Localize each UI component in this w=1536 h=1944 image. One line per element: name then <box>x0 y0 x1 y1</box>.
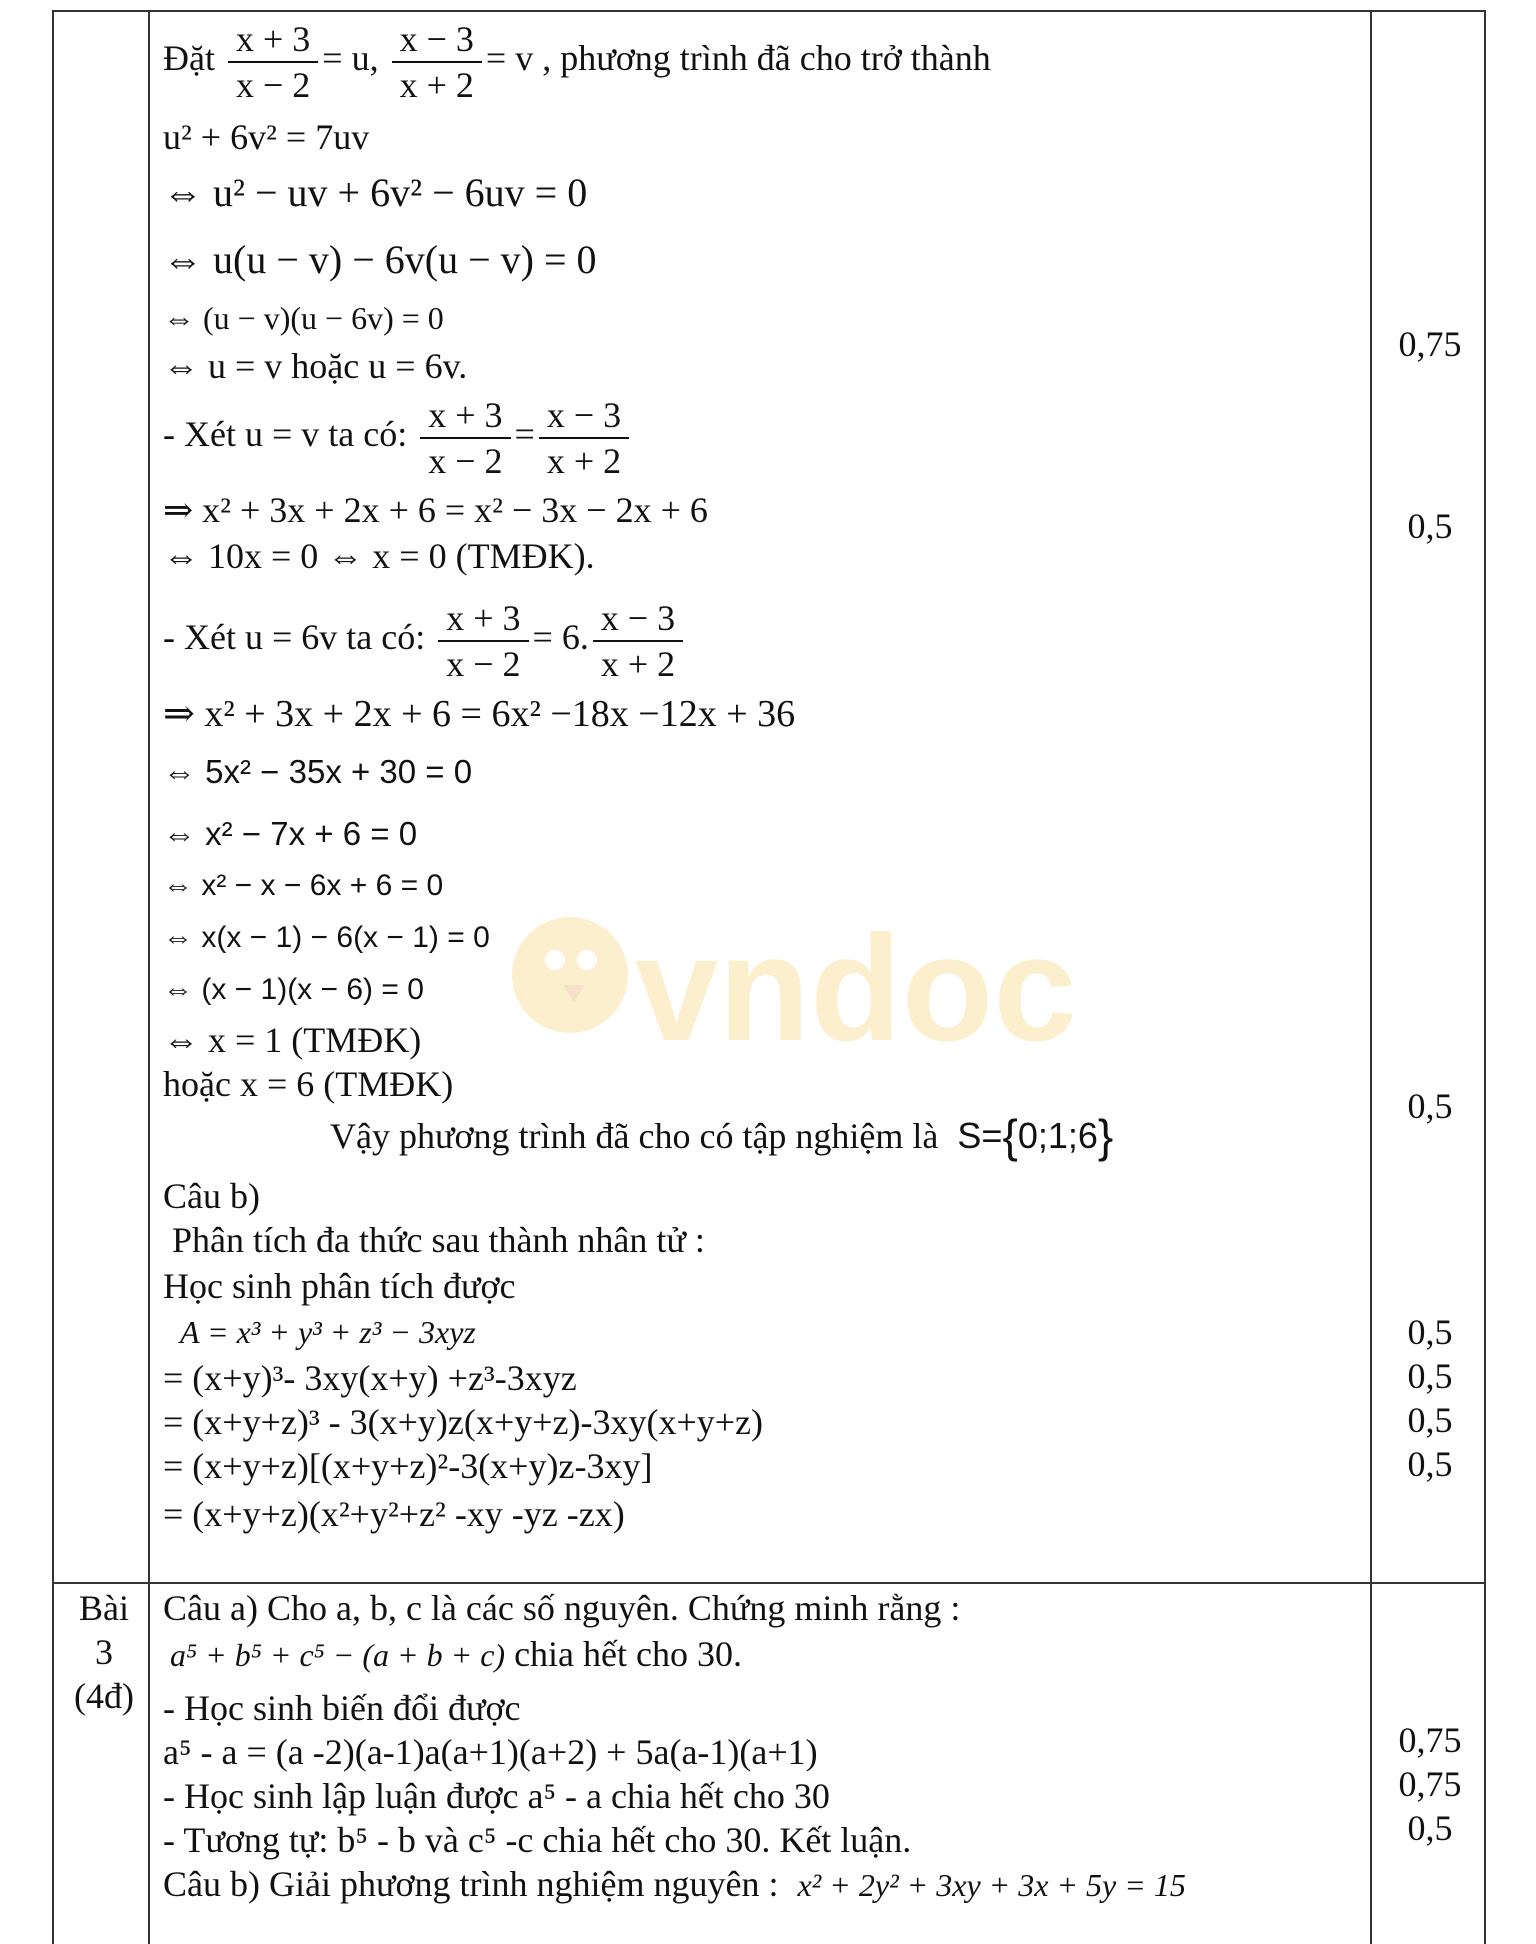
bai3-line-1: - Học sinh biến đổi được <box>163 1688 521 1728</box>
equation-line-5: ⇔ u = v hoặc u = 6v. <box>163 346 468 386</box>
case2-right-denominator: x + 2 <box>593 640 683 686</box>
set-brace-close: } <box>1097 1110 1114 1162</box>
solution-set-line <box>330 1110 1114 1162</box>
case1-label: - Xét u = v ta có: <box>163 414 408 454</box>
case2-label: - Xét u = 6v ta có: <box>163 617 426 657</box>
case2-right-fraction <box>593 596 683 686</box>
u-fraction <box>228 17 318 107</box>
equation-line-11: ⇔ x² − x − 6x + 6 = 0 <box>163 869 444 902</box>
case1-left-numerator: x + 3 <box>428 394 503 435</box>
equation-line-15: hoặc x = 6 (TMĐK) <box>163 1064 454 1104</box>
bai3-question-a: Câu a) Cho a, b, c là các số nguyên. Chứng minh rằng : <box>163 1588 961 1628</box>
v-definition: = v <box>485 38 534 78</box>
bai3-line-2: a⁵ - a = (a -2)(a-1)a(a+1)(a+2) + 5a(a-1)(a+1) <box>163 1732 818 1772</box>
part-b-step-2: = (x+y+z)³ - 3(x+y)z(x+y+z)-3xy(x+y+z) <box>163 1402 764 1442</box>
equation-line-14: ⇔ x = 1 (TMĐK) <box>163 1020 422 1060</box>
equation-line-13: ⇔ (x − 1)(x − 6) = 0 <box>163 973 424 1006</box>
u-numerator: x + 3 <box>235 18 311 59</box>
score-cell: 0,5 <box>1407 1808 1453 1848</box>
table-row-separator <box>52 1582 1486 1584</box>
case1-right-denominator: x + 2 <box>539 437 629 483</box>
equation-line-9: ⇔ 5x² − 35x + 30 = 0 <box>163 753 473 790</box>
equation-line-2: ⇔ u² − uv + 6v² − 6uv = 0 <box>163 170 588 215</box>
table-divider-score <box>1370 10 1372 1944</box>
part-b-title: Câu b) <box>163 1176 260 1216</box>
bai3-label-points: (4đ) <box>74 1676 134 1716</box>
watermark-text: vndoc <box>635 904 1077 1070</box>
score-cell: 0,5 <box>1407 1086 1453 1126</box>
case1-right-numerator: x − 3 <box>546 394 622 435</box>
substitution-line <box>163 14 991 107</box>
bai3-question-b-line <box>163 1862 1186 1907</box>
part-b-task: Phân tích đa thức sau thành nhân tử : <box>172 1220 705 1260</box>
equation-line-1: u² + 6v² = 7uv <box>163 117 370 157</box>
case2-left-denominator: x − 2 <box>438 640 528 686</box>
equation-line-7: ⇔ 10x = 0 ⇔ x = 0 (TMĐK). <box>163 536 595 576</box>
conclusion-text: Vậy phương trình đã cho có tập nghiệm là <box>330 1116 939 1156</box>
bai3-question-b-expr: x² + 2y² + 3xy + 3x + 5y = 15 <box>797 1867 1186 1903</box>
part-b-expression: A = x³ + y³ + z³ − 3xyz <box>180 1314 476 1350</box>
case2-left-fraction <box>438 596 528 686</box>
case2-right-numerator: x − 3 <box>600 597 676 638</box>
part-b-intro: Học sinh phân tích được <box>163 1266 516 1306</box>
case1-left-denominator: x − 2 <box>420 437 510 483</box>
bai3-question-b: Câu b) Giải phương trình nghiệm nguyên : <box>163 1864 779 1904</box>
v-fraction <box>392 17 482 107</box>
table-border-right <box>1484 10 1486 1944</box>
table-border-top <box>52 10 1486 12</box>
case2-equals: = 6. <box>532 617 589 657</box>
score-cell: 0,5 <box>1407 506 1453 546</box>
bai3-line-3: - Học sinh lập luận được a⁵ - a chia hết cho 30 <box>163 1776 830 1816</box>
score-cell: 0,75 <box>1398 1720 1462 1760</box>
u-definition: = u, <box>322 38 379 78</box>
equation-line-12: ⇔ x(x − 1) − 6(x − 1) = 0 <box>163 921 490 954</box>
case1-left-fraction <box>420 393 510 483</box>
equation-line-8: ⇒ x² + 3x + 2x + 6 = 6x² −18x −12x + 36 <box>163 693 796 735</box>
v-denominator: x + 2 <box>392 61 482 107</box>
bai3-question-a-expr: a⁵ + b⁵ + c⁵ − (a + b + c) <box>170 1637 506 1673</box>
score-cell: 0,5 <box>1407 1444 1453 1484</box>
bai3-question-a-expr-line <box>170 1632 742 1677</box>
part-b-step-3: = (x+y+z)[(x+y+z)²-3(x+y)z-3xy] <box>163 1446 653 1486</box>
case1-equals: = <box>514 414 535 454</box>
score-cell: 0,5 <box>1407 1312 1453 1352</box>
score-cell: 0,75 <box>1398 1764 1462 1804</box>
dat-word: Đặt <box>163 38 215 78</box>
case2-left-numerator: x + 3 <box>446 597 521 638</box>
part-b-step-1: = (x+y)³- 3xy(x+y) +z³-3xyz <box>163 1358 577 1398</box>
set-brace-open: { <box>1002 1110 1018 1162</box>
score-cell: 0,5 <box>1407 1400 1453 1440</box>
substitution-tail: , phương trình đã cho trở thành <box>542 38 991 78</box>
set-values: 0;1;6 <box>1017 1115 1098 1156</box>
bai3-line-4: - Tương tự: b⁵ - b và c⁵ -c chia hết cho 30. Kết luận. <box>163 1820 912 1860</box>
set-name: S= <box>957 1115 1003 1156</box>
bai3-label-word: Bài <box>79 1588 129 1628</box>
equation-line-4: ⇔ (u − v)(u − 6v) = 0 <box>163 300 444 336</box>
bai3-question-a-tail: chia hết cho 30. <box>514 1634 742 1674</box>
case-u-equals-v <box>163 390 633 483</box>
vndoc-watermark-logo <box>495 890 1085 1070</box>
bai3-label-number: 3 <box>95 1632 113 1672</box>
score-cell: 0,75 <box>1398 324 1462 364</box>
equation-line-10: ⇔ x² − 7x + 6 = 0 <box>163 815 418 852</box>
score-cell: 0,5 <box>1407 1356 1453 1396</box>
u-denominator: x − 2 <box>228 61 318 107</box>
equation-line-6: ⇒ x² + 3x + 2x + 6 = x² − 3x − 2x + 6 <box>163 490 708 530</box>
v-numerator: x − 3 <box>399 18 474 59</box>
case1-right-fraction <box>539 393 629 483</box>
case-u-equals-6v <box>163 588 687 686</box>
equation-line-3: ⇔ u(u − v) − 6v(u − v) = 0 <box>163 237 597 282</box>
part-b-step-4: = (x+y+z)(x²+y²+z² -xy -yz -zx) <box>163 1494 625 1534</box>
